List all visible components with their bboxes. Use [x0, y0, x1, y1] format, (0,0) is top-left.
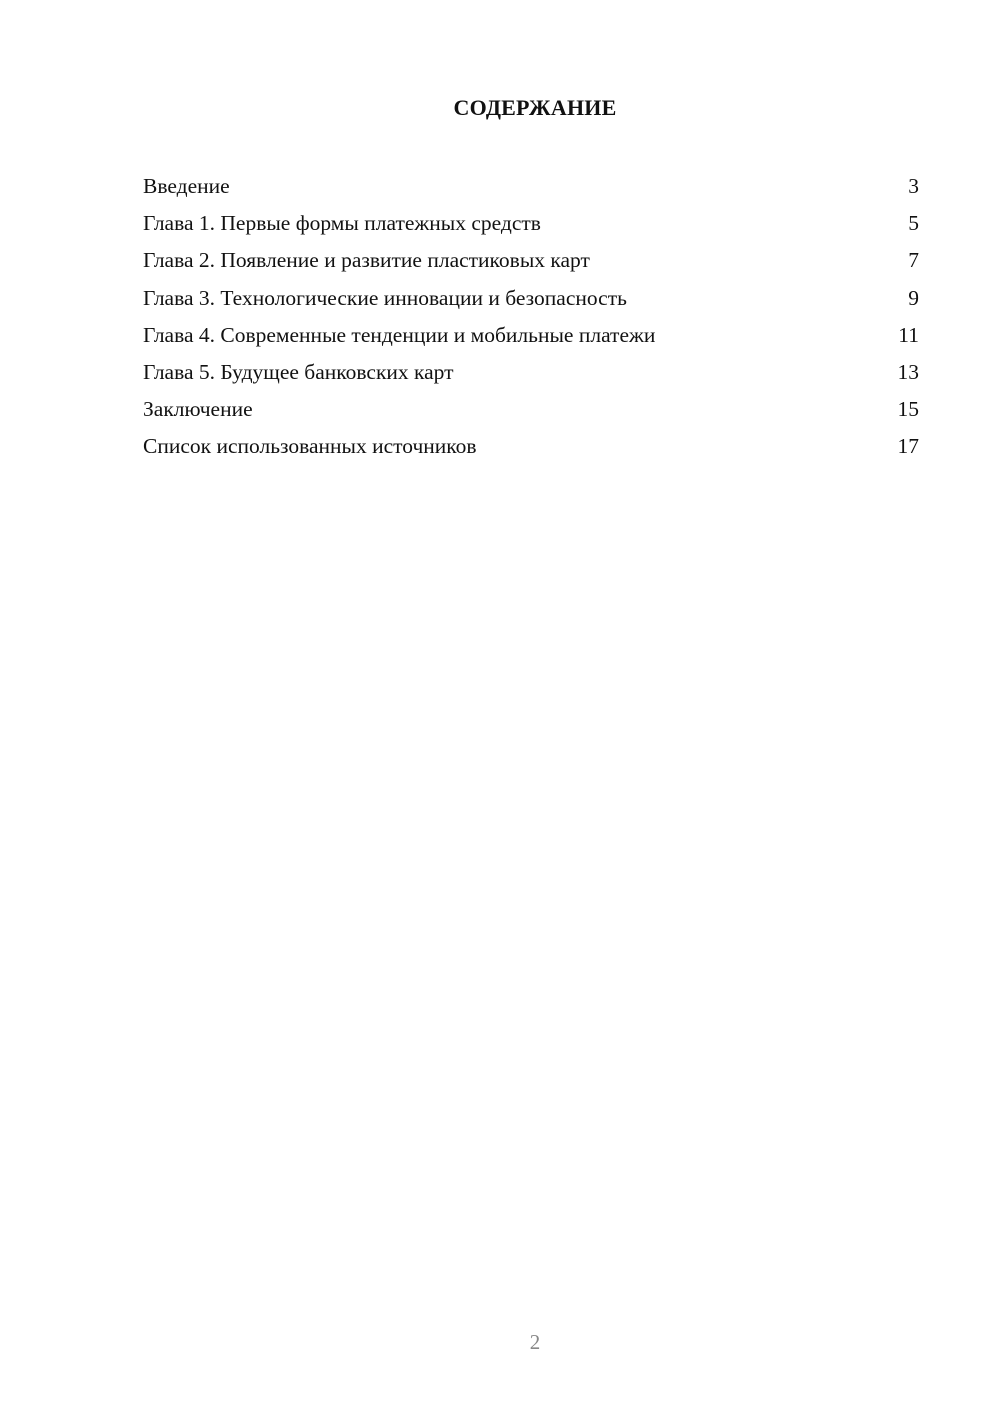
toc-entry-chapter-5 [143, 354, 919, 391]
toc-entry-label: Заключение [143, 397, 253, 422]
toc-entry-page: 7 [908, 248, 919, 273]
toc-entry-introduction [143, 168, 919, 205]
toc-entry-label: Глава 5. Будущее банковских карт [143, 359, 454, 384]
toc-entry-page: 5 [908, 211, 919, 236]
toc-entry-conclusion [143, 391, 919, 428]
toc-title: СОДЕРЖАНИЕ [453, 95, 617, 120]
toc-entry-label: Введение [143, 174, 230, 198]
toc-entry-page: 9 [908, 285, 919, 310]
toc-entry-page: 17 [897, 434, 919, 459]
table-of-contents [143, 168, 919, 466]
toc-entry-page: 13 [897, 359, 919, 384]
page-number: 2 [529, 1330, 541, 1354]
toc-entry-page: 11 [898, 322, 919, 347]
toc-entry-chapter-4 [143, 317, 919, 354]
toc-entry-label: Список использованных источников [143, 434, 477, 459]
toc-entry-references [143, 428, 919, 465]
toc-entry-label: Глава 1. Первые формы платежных средств [143, 211, 541, 236]
toc-entry-page: 3 [908, 174, 919, 198]
toc-entry-label: Глава 2. Появление и развитие пластиковых карт [143, 248, 590, 273]
toc-entry-chapter-2 [143, 242, 919, 279]
toc-entry-page: 15 [897, 397, 919, 422]
toc-entry-label: Глава 3. Технологические инновации и безопасность [143, 285, 627, 310]
toc-entry-chapter-3 [143, 280, 919, 317]
toc-entry-label: Глава 4. Современные тенденции и мобильные платежи [143, 322, 656, 347]
toc-entry-chapter-1 [143, 205, 919, 242]
